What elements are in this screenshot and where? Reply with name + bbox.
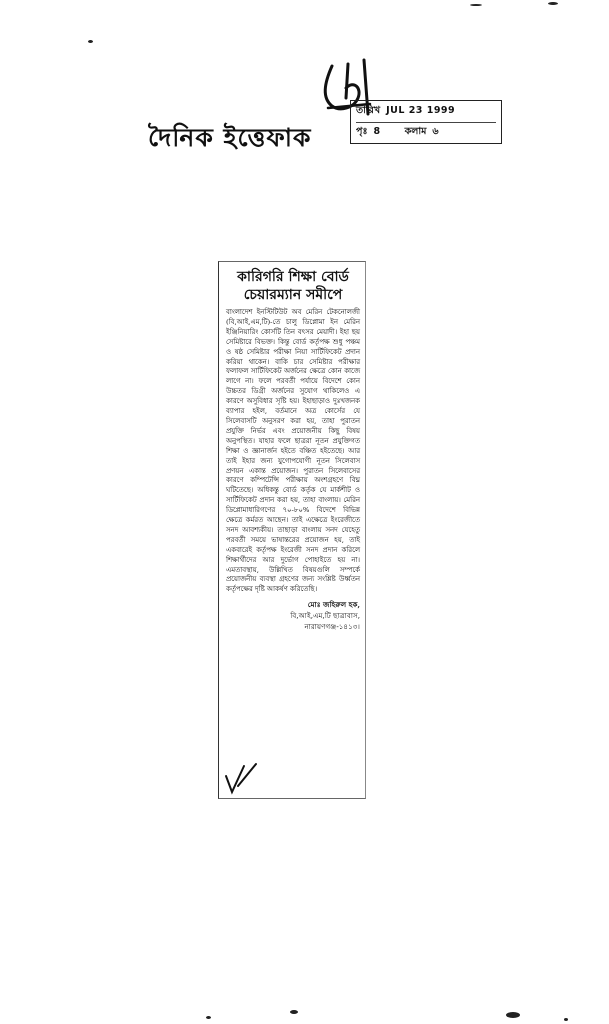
stamp-column-label: কলাম	[404, 126, 427, 137]
stamp-page-value: 8	[373, 126, 381, 137]
article-headline	[226, 268, 360, 304]
signature-affiliation: বি,আই,এম,টি ছাত্রাবাস,	[290, 611, 360, 621]
stamp-date-label: তারিখ	[356, 105, 381, 116]
scan-speck	[564, 1018, 568, 1021]
signature-location: নারায়ণগঞ্জ-১৪১৩।	[304, 622, 360, 632]
article-signature	[226, 599, 360, 632]
newspaper-masthead: দৈনিক ইত্তেফাক	[148, 123, 312, 152]
signature-name: মোঃ জহিরুল হক,	[307, 600, 360, 610]
stamp-date-value: JUL 23 1999	[386, 105, 456, 116]
scan-speck	[290, 1010, 298, 1014]
stamp-page-row	[356, 122, 496, 139]
article-body: বাংলাদেশ ইনস্টিটিউট অব মেরিন টেকনোলজী (বি,আই,এম,টি)-তে চালু ডিপ্লোমা ইন মেরিন ইঞ্জিনিয়ারিং কোর্সটি তিন বৎসর মেয়াদী। ইহা ছয় সেমিষ্টারে বিভক্ত। কিন্তু বোর্ড কর্তৃপক্ষ শুধু পঞ্চম ও ষষ্ঠ সেমিষ্টার পরীক্ষা নিয়া সার্টিফিকেট প্রদান করিয়া থাকেন। বাকি চার সেমিষ্টার পরীক্ষার ফলাফল সার্টিফিকেট অর্জনের ক্ষেত্রে কোন কাজে লাগে না। ফলে পরবর্তী পর্যায়ে বিদেশে কোন উচ্চতর ডিগ্রী অর্জনের সুযোগ থাকিলেও এ কারণে অসুবিধার সৃষ্টি হয়। ইহাছাড়াও দুঃখজনক ব্যাপার হইল, বর্তমানে অত্র কোর্সের যে সিলেবাসটি অনুসরণ করা হয়, তাহা পুরাতন প্রযুক্তি নির্ভর এবং প্রয়োজনীয় কিছু বিষয় অনুপস্থিত। যাহার ফলে ছাত্ররা নূতন প্রযুক্তিগত শিক্ষা ও জ্ঞানার্জন হইতে বঞ্চিত হইতেছে। আর তাই ইহার জন্য যুগোপযোগী নূতন সিলেবাস প্রণয়ন একান্ত প্রয়োজন। পুরাতন সিলেবাসের কারণে কম্পিটেন্সি পরীক্ষায় অংশগ্রহণে বিঘ্ন ঘটিতেছে। অধিকন্তু বোর্ড কর্তৃক যে মার্কশীট ও সার্টিফিকেট প্রদান করা হয়, তাহা বাংলায়। মেরিন ডিপ্লোমাধারিগণের ৭০-৮০% বিদেশে বিভিন্ন ক্ষেত্রে কর্মরত আছেন। তাই এক্ষেত্রে ইংরেজীতে সনদ আবশ্যকীয়। তাছাড়া বাংলায় সনদ যেহেতু পরবর্তী সময়ে ভাষান্তরের প্রয়োজন হয়, তাই একবারেই কর্তৃপক্ষ ইংরেজী সনদ প্রদান করিলে শিক্ষার্থীদের আর দুর্ভোগ পোহাইতে হয় না। এমতাবস্থায়, উল্লিখিত বিষয়গুলি সম্পর্কে প্রয়োজনীয় ব্যবস্থা গ্রহণের জন্য সংশ্লিষ্ট উর্ধ্বতন কর্তৃপক্ষের দৃষ্টি আকর্ষণ করিতেছি।	[226, 308, 360, 594]
headline-line-1: কারিগরি শিক্ষা বোর্ড	[237, 269, 349, 285]
scan-speck	[88, 40, 93, 43]
scan-speck	[470, 4, 482, 6]
check-mark-icon	[222, 762, 262, 796]
stamp-column-value: ৬	[432, 126, 440, 137]
newspaper-clipping	[218, 261, 366, 799]
scan-speck	[506, 1012, 520, 1018]
scan-speck	[206, 1016, 211, 1019]
scan-speck	[548, 2, 558, 5]
stamp-date-row	[356, 104, 496, 118]
stamp-page-label: পৃঃ	[356, 126, 368, 137]
headline-line-2: চেয়ারম্যান সমীপে	[243, 287, 343, 303]
date-stamp	[350, 100, 502, 144]
